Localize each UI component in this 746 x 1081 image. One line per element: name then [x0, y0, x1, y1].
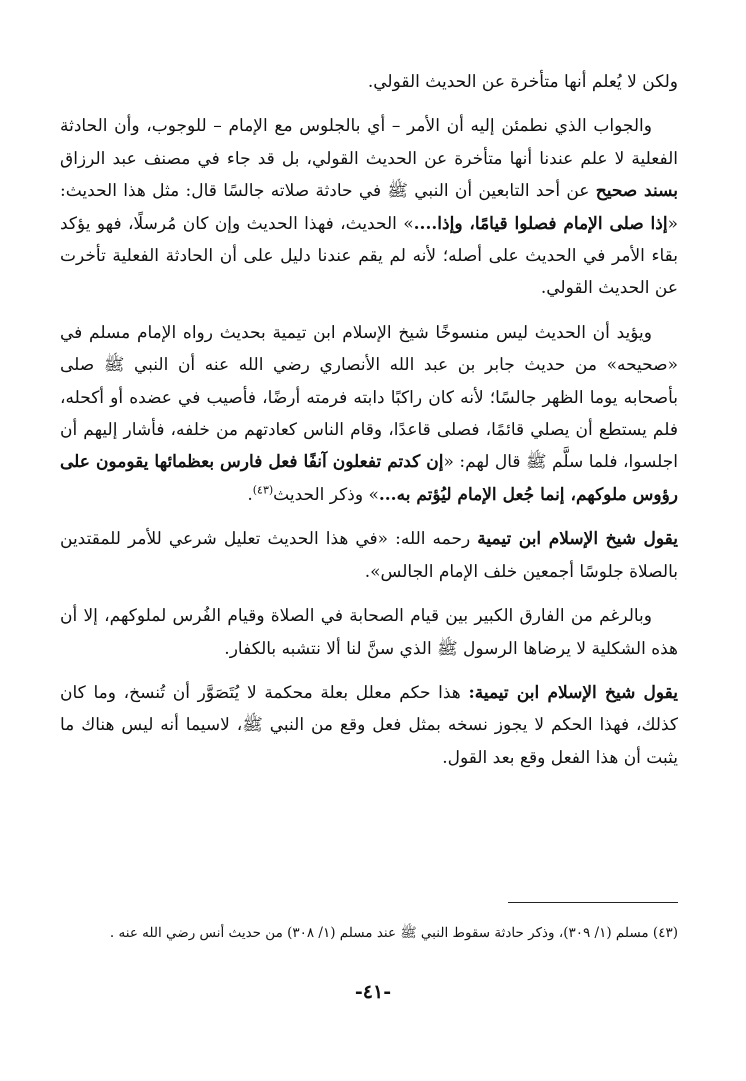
- paragraph-text: ويؤيد أن الحديث ليس منسوخًا شيخ الإسلام ابن تيمية بحديث رواه الإمام مسلم في «صحيحه» من حديث جابر بن عبد الله الأنصاري رضي الله عنه أن النبي ﷺ صلى بأصحابه يوما الظهر جالسًا؛ لأنه كان راكبًا دابته فرمته أرضًا، فأصيب في عضده أو أكحله، فلم يستطع أن يصلي قائمًا، فصلى قاعدًا، وقام الناس كعادتهم من خلفه، فأشار إليهم أن اجلسوا، فلما سلَّم ﷺ قال لهم: «: [60, 322, 678, 473]
- footnote-text: (٤٣) مسلم (١/ ٣٠٩)، وذكر حادثة سقوط النبي ﷺ عند مسلم (١/ ٣٠٨) من حديث أنس رضي الله عنه .: [109, 925, 678, 941]
- paragraph-support: [60, 317, 678, 511]
- paragraph-contrast: [60, 600, 678, 665]
- paragraph-text: هذا حكم معلل بعلة محكمة لا يُتَصَوَّر أن تُنسخ، وما كان كذلك، فهذا الحكم لا يجوز نسخه بمثل فعل وقع من النبي ﷺ، لاسيما أنه ليس هناك ما يثبت أن هذا الفعل وقع بعد القول.: [60, 682, 678, 768]
- page-body: [60, 66, 678, 774]
- paragraph-text: » الحديث، فهذا الحديث وإن كان مُرسلًا، فهو يؤكد بقاء الأمر في الحديث على أصله؛ لأنه لم يقم عندنا دليل على أن الحادثة الفعلية تأخرت عن الحديث القولي.: [60, 213, 678, 299]
- paragraph-text: والجواب الذي نطمئن إليه أن الأمر – أي بالجلوس مع الإمام – للوجوب، وأن الحادثة الفعلية لا علم عندنا أنها متأخرة عن الحديث القولي، بل قد جاء في مصنف عبد الرزاق: [60, 116, 678, 169]
- paragraph-text: ولكن لا يُعلم أنها متأخرة عن الحديث القولي.: [367, 72, 678, 92]
- paragraph-text: .: [247, 484, 253, 505]
- hadith-quote: إن كدتم تفعلون آنفًا فعل فارس بعظمائها يقومون على رؤوس ملوكهم، إنما جُعل الإمام ليُؤتم به...: [60, 452, 678, 505]
- footnote-divider: [508, 902, 678, 903]
- hadith-quote: إذا صلى الإمام فصلوا قيامًا، وإذا....: [413, 213, 668, 234]
- footnote-marker[interactable]: (٤٣): [252, 483, 274, 497]
- bold-phrase: بسند صحيح: [595, 181, 679, 202]
- paragraph-continuation: [60, 66, 678, 98]
- page-number-text: -٤١-: [354, 981, 392, 1003]
- speaker-heading: يقول شيخ الإسلام ابن تيمية:: [468, 682, 678, 703]
- paragraph-text: عن أحد التابعين أن النبي ﷺ في حادثة صلاته جالسًا قال: مثل هذا الحديث: «: [60, 181, 678, 234]
- paragraph-text: وبالرغم من الفارق الكبير بين قيام الصحابة في الصلاة وقيام الفُرس لملوكهم، إلا أن هذه الشكلية لا يرضاها الرسول ﷺ الذي سنَّ لنا ألا نتشبه بالكفار.: [60, 606, 678, 659]
- speaker-heading: يقول شيخ الإسلام ابن تيمية: [477, 529, 678, 550]
- paragraph-quote-2: [60, 677, 678, 774]
- page-number: [0, 981, 746, 1003]
- paragraph-text: » وذكر الحديث: [273, 484, 379, 505]
- paragraph-text: رحمه الله: «في هذا الحديث تعليل شرعي للأمر للمقتدين بالصلاة جلوسًا أجمعين خلف الإمام الجالس».: [60, 529, 678, 582]
- footnote: [60, 923, 678, 943]
- paragraph-answer: [60, 110, 678, 304]
- paragraph-quote-1: [60, 523, 678, 588]
